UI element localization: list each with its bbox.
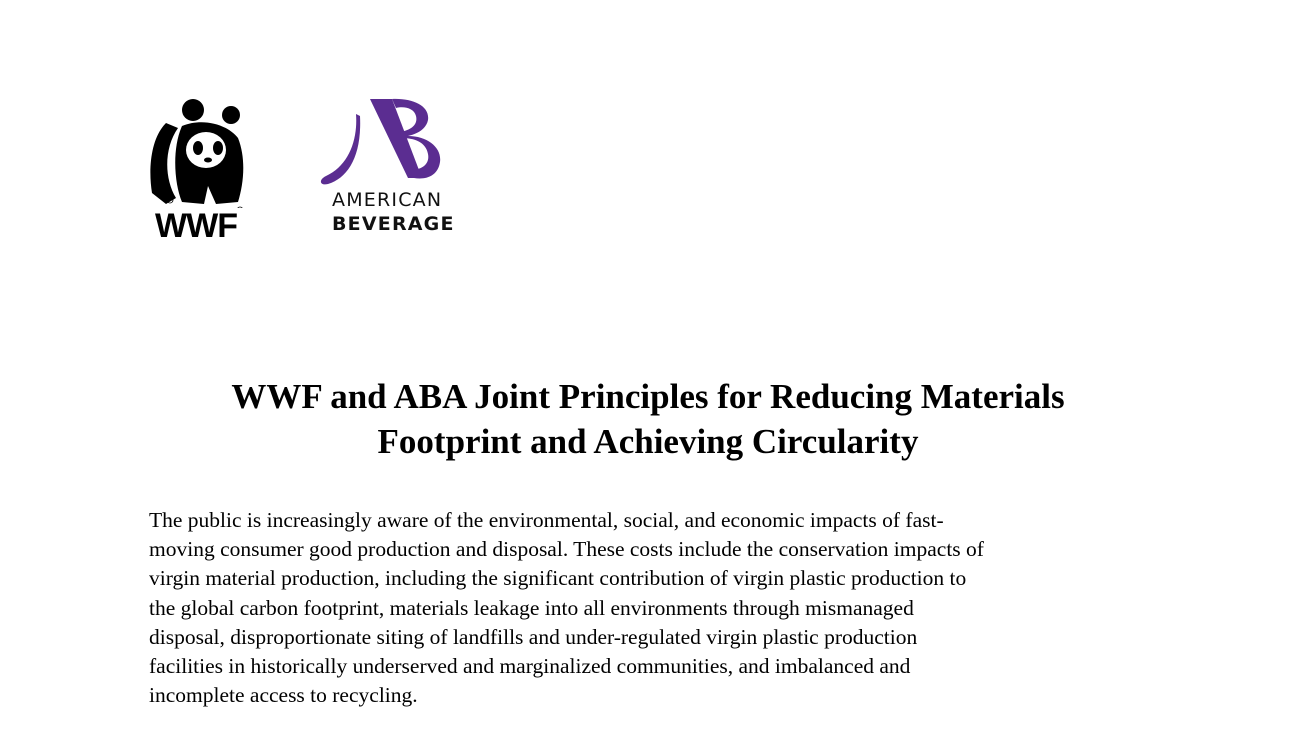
document-title <box>0 374 1296 464</box>
paragraph-line: disposal, disproportionate siting of landfills and under-regulated virgin plastic production <box>149 624 918 649</box>
aba-logo-line2: BEVERAGE <box>332 213 455 235</box>
paragraph-line: The public is increasingly aware of the environmental, social, and economic impacts of fast- <box>149 508 944 532</box>
wwf-logo <box>146 98 246 244</box>
paragraph-line: incomplete access to recycling. <box>149 683 418 708</box>
paragraph-line: moving consumer good production and disposal. These costs include the conservation impacts of <box>149 537 984 562</box>
aba-logo-line1: AMERICAN <box>332 189 443 211</box>
paragraph-line: virgin material production, including the significant contribution of virgin plastic production to <box>149 566 967 591</box>
american-beverage-logo <box>318 96 468 236</box>
ab-monogram-icon <box>318 96 468 186</box>
panda-icon <box>146 98 246 208</box>
wwf-logo-text: WWF <box>155 207 237 245</box>
title-line: WWF and ABA Joint Principles for Reducing Materials <box>231 377 1065 416</box>
title-line: Footprint and Achieving Circularity <box>377 422 919 461</box>
intro-paragraph <box>149 506 984 710</box>
paragraph-line: facilities in historically underserved and marginalized communities, and imbalanced and <box>149 654 911 679</box>
paragraph-line: the global carbon footprint, materials leakage into all environments through mismanaged <box>149 595 914 620</box>
